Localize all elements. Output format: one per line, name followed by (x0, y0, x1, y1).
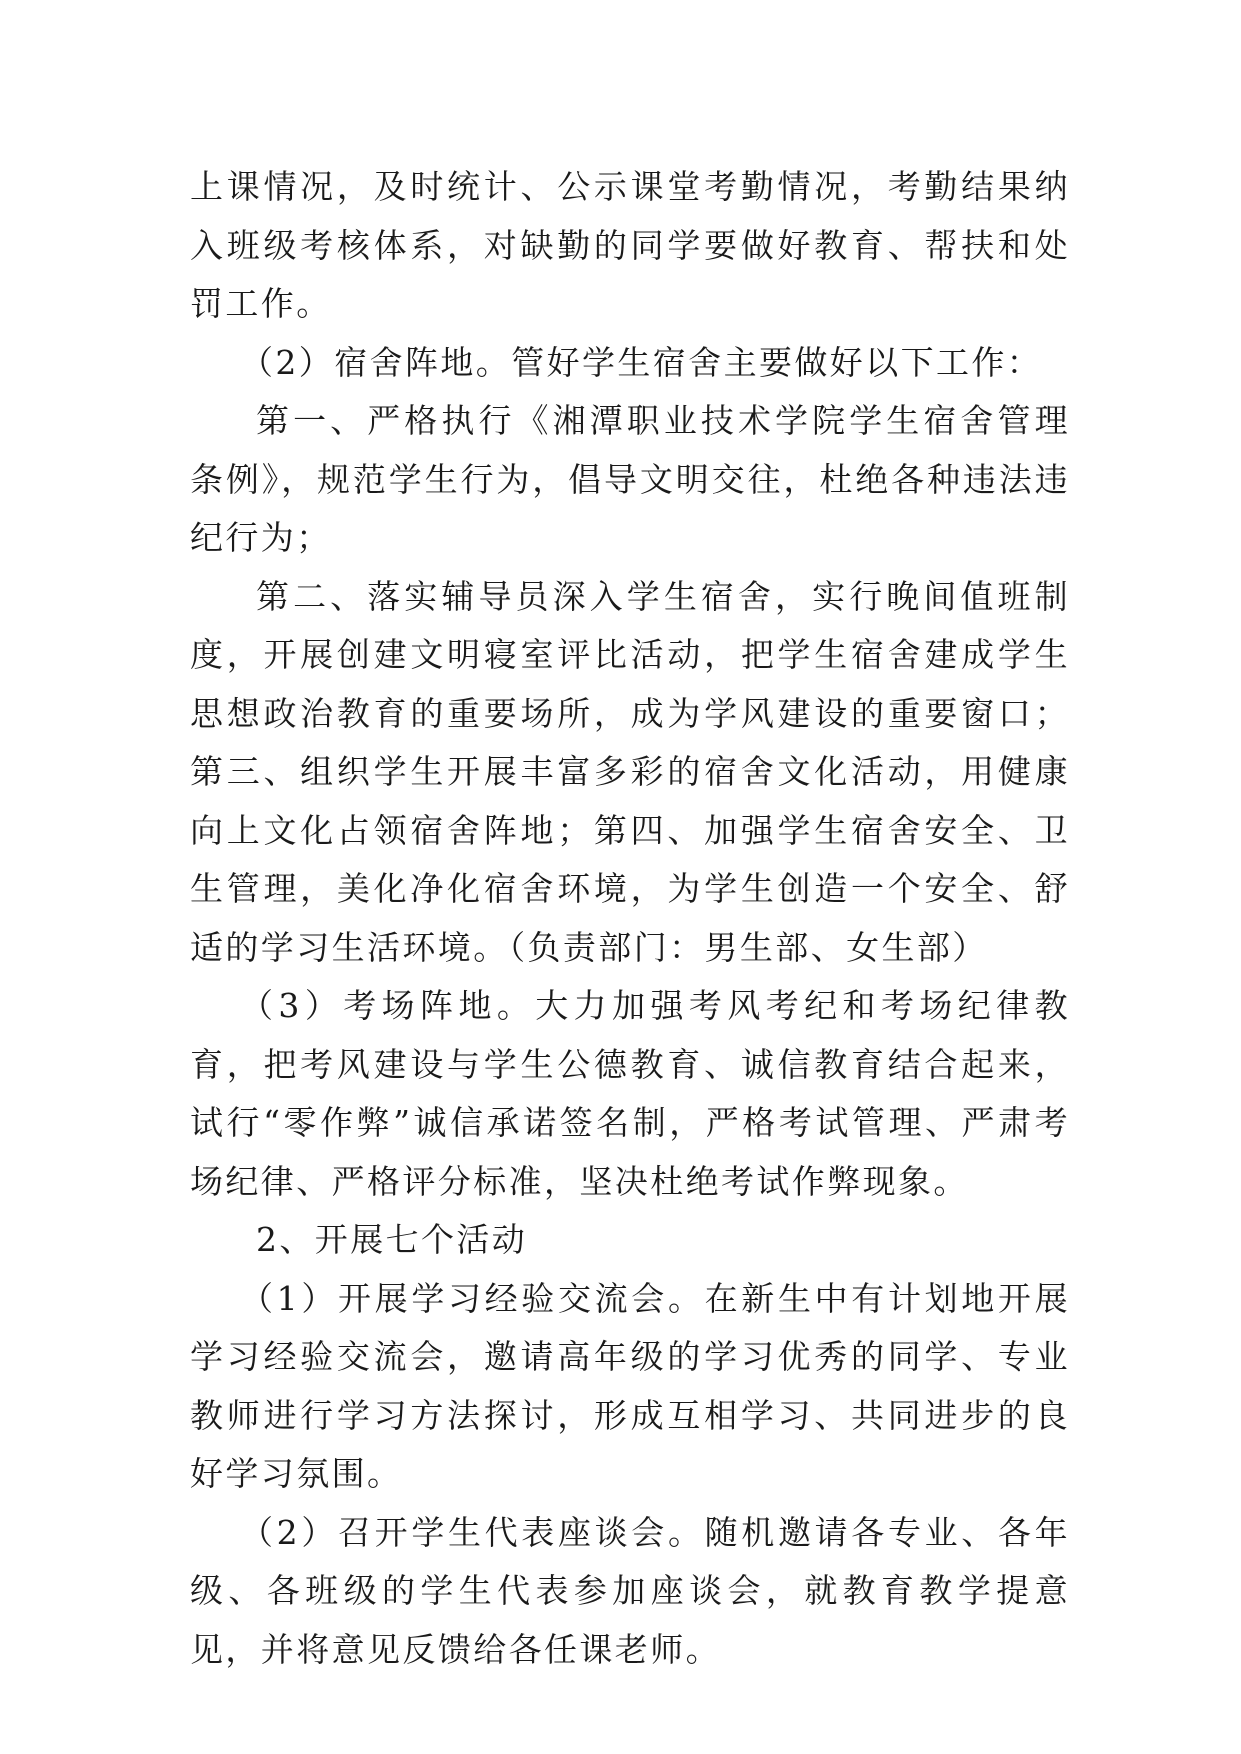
paragraph-learning-exchange: （1）开展学习经验交流会。在新生中有计划地开展学习经验交流会，邀请高年级的学习优秀的同学、专业教师进行学习方法探讨，形成互相学习、共同进步的良好学习氛围。 (190, 1278, 1070, 1493)
paragraph-exam-room: （3）考场阵地。大力加强考风考纪和考场纪律教育，把考风建设与学生公德教育、诚信教育结合起来，试行“零作弊”诚信承诺签名制，严格考试管理、严肃考场纪律、严格评分标准，坚决杜绝考试作弊现象。 (190, 986, 1070, 1201)
paragraph-dormitory-heading: （2）宿舍阵地。管好学生宿舍主要做好以下工作： (240, 342, 1043, 382)
paragraph-dormitory-second: 第二、落实辅导员深入学生宿舍，实行晚间值班制度，开展创建文明寝室评比活动，把学生宿舍建成学生思想政治教育的重要场所，成为学风建设的重要窗口；第三、组织学生开展丰富多彩的宿舍文化活动，用健康向上文化占领宿舍阵地；第四、加强学生宿舍安全、卫生管理，美化净化宿舍环境，为学生创造一个安全、舒适的学习生活环境。（负责部门：男生部、女生部） (190, 576, 1070, 967)
document-body (190, 158, 1070, 1679)
paragraph-student-forum: （2）召开学生代表座谈会。随机邀请各专业、各年级、各班级的学生代表参加座谈会，就教育教学提意见，并将意见反馈给各任课老师。 (190, 1512, 1070, 1669)
paragraph-attendance-continuation: 上课情况，及时统计、公示课堂考勤情况，考勤结果纳入班级考核体系，对缺勤的同学要做好教育、帮扶和处罚工作。 (190, 167, 1070, 323)
section-heading-seven-activities: 2、开展七个活动 (256, 1220, 528, 1259)
paragraph-dormitory-first: 第一、严格执行《湘潭职业技术学院学生宿舍管理条例》，规范学生行为，倡导文明交往，杜绝各种违法违纪行为； (190, 401, 1070, 557)
